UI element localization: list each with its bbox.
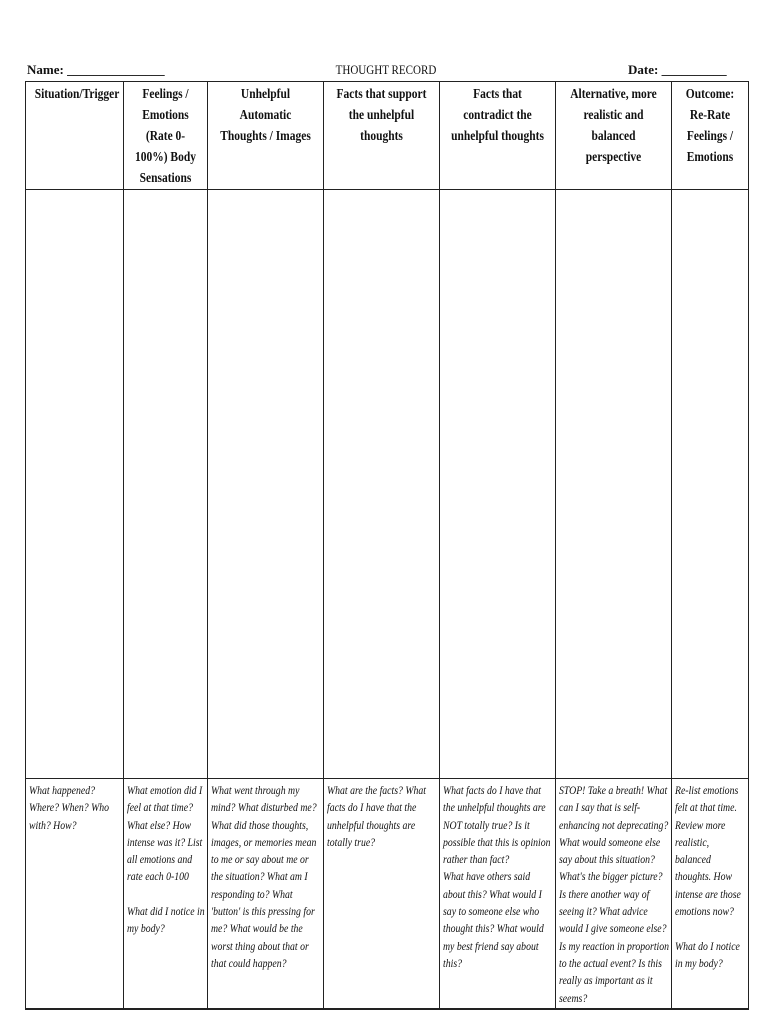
entry-cell-feelings[interactable] xyxy=(124,190,208,779)
page-title: THOUGHT RECORD xyxy=(335,62,437,77)
date-field-label[interactable]: Date: __________ xyxy=(628,62,727,77)
name-field-label[interactable]: Name: _______________ xyxy=(27,62,165,77)
prompt-cell-outcome: Re-list emotions felt at that time. Review more realistic, balanced thoughts. How intense are those emotions now? What do I notice in my body? xyxy=(672,779,749,1009)
entry-cell-supporting-facts[interactable] xyxy=(324,190,440,779)
entry-cell-outcome[interactable] xyxy=(672,190,749,779)
prompt-cell-situation: What happened? Where? When? Who with? How? xyxy=(26,779,124,1009)
column-header-automatic-thoughts: Unhelpful Automatic Thoughts / Images xyxy=(208,82,324,190)
prompt-cell-alternative-perspective: STOP! Take a breath! What can I say that is self-enhancing not deprecating? What would someone else say about this situation? What's the bigger picture? Is there another way of seeing it? What advice would I give someone else? Is my reaction in proportion to the actual event? Is this really as important as it seems? xyxy=(556,779,672,1009)
column-header-supporting-facts: Facts that support the unhelpful thoughts xyxy=(324,82,440,190)
entry-cell-alternative-perspective[interactable] xyxy=(556,190,672,779)
table-header-row xyxy=(26,82,749,190)
prompt-row xyxy=(26,779,749,1009)
column-header-feelings: Feelings / Emotions (Rate 0-100%) Body Sensations xyxy=(124,82,208,190)
prompt-cell-feelings: What emotion did I feel at that time? What else? How intense was it? List all emotions and rate each 0-100 What did I notice in my body? xyxy=(124,779,208,1009)
thought-record-table xyxy=(25,81,749,1010)
header-line xyxy=(25,62,747,80)
entry-cell-contradicting-facts[interactable] xyxy=(440,190,556,779)
column-header-situation: Situation/Trigger xyxy=(26,82,124,190)
column-header-outcome: Outcome: Re-Rate Feelings / Emotions xyxy=(672,82,749,190)
entry-cell-automatic-thoughts[interactable] xyxy=(208,190,324,779)
column-header-contradicting-facts: Facts that contradict the unhelpful thoughts xyxy=(440,82,556,190)
prompt-cell-supporting-facts: What are the facts? What facts do I have that the unhelpful thoughts are totally true? xyxy=(324,779,440,1009)
prompt-cell-contradicting-facts: What facts do I have that the unhelpful thoughts are NOT totally true? Is it possible that this is opinion rather than fact? What have others said about this? What would I say to someone else who thought this? What would my best friend say about this? xyxy=(440,779,556,1009)
column-header-alternative-perspective: Alternative, more realistic and balanced perspective xyxy=(556,82,672,190)
entry-cell-situation[interactable] xyxy=(26,190,124,779)
prompt-cell-automatic-thoughts: What went through my mind? What disturbed me? What did those thoughts, images, or memories mean to me or say about me or the situation? What am I responding to? What 'button' is this pressing for me? What would be the worst thing about that or that could happen? xyxy=(208,779,324,1009)
entry-row xyxy=(26,190,749,779)
